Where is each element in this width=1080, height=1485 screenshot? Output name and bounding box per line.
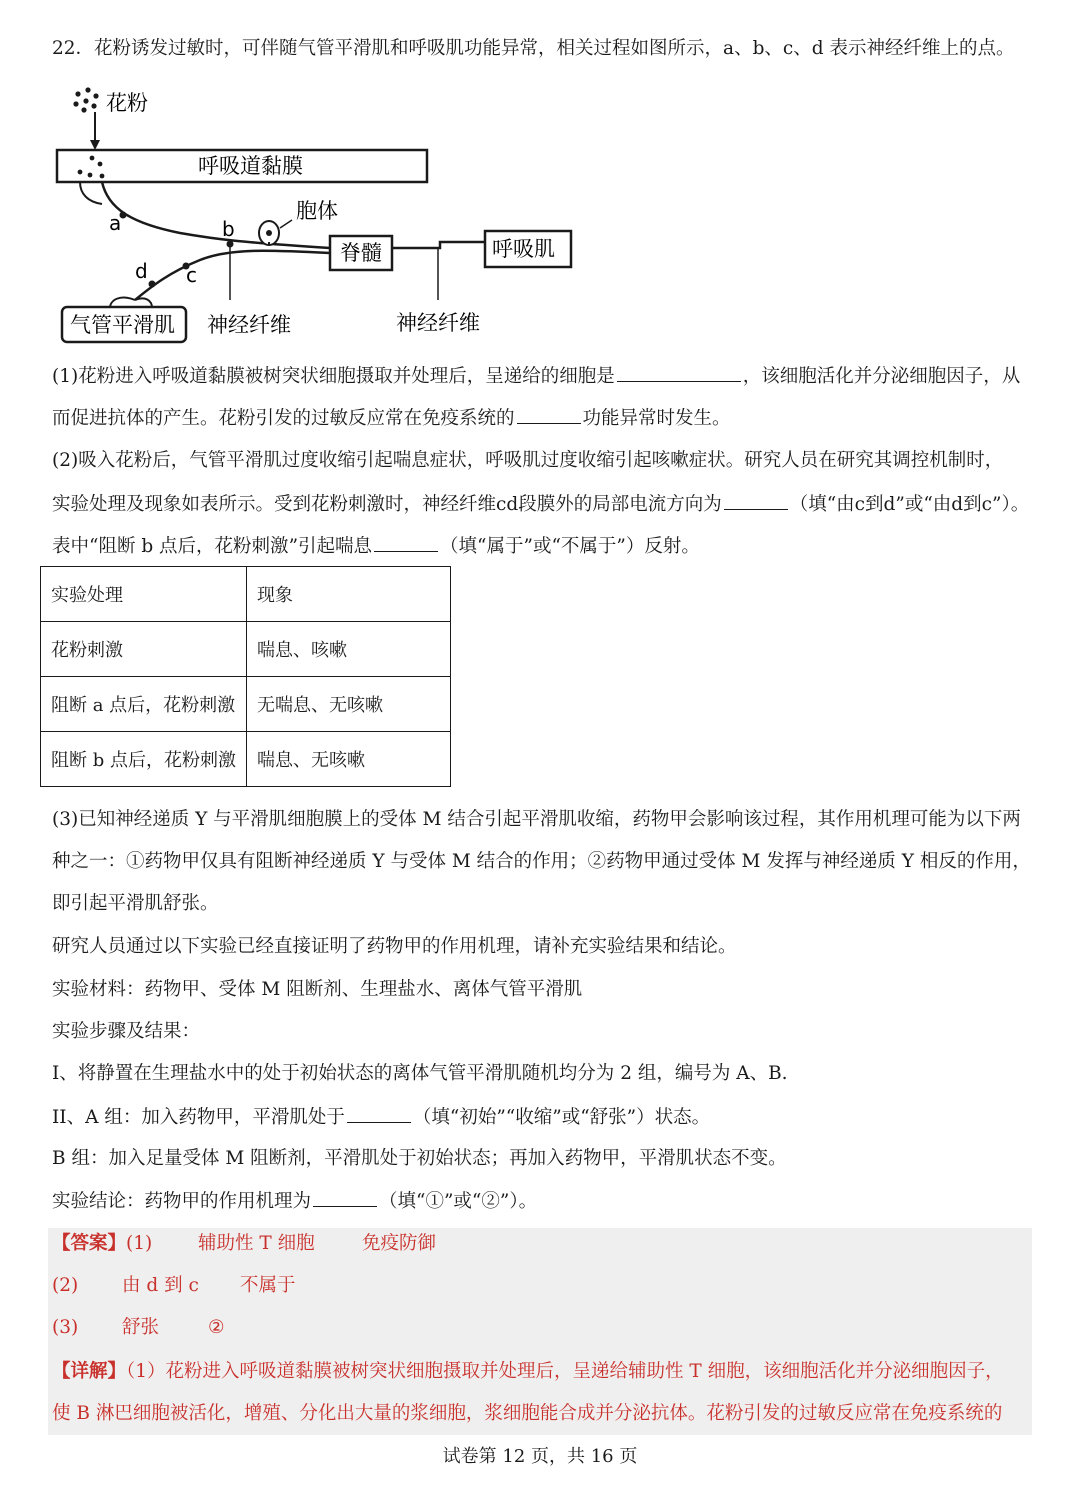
part2-line2: 实验处理及现象如表所示。受到花粉刺激时，神经纤维cd段膜外的局部电流方向为 （填“由c到d”或“由d到c”）。 bbox=[52, 491, 1042, 518]
table-header-cell: 实验处理 bbox=[41, 567, 247, 622]
blank-2[interactable] bbox=[517, 405, 581, 424]
nerve-fiber-label-1: 神经纤维 bbox=[207, 313, 291, 337]
table-row bbox=[41, 732, 451, 787]
table-header-cell: 现象 bbox=[246, 567, 450, 622]
label-c: c bbox=[186, 263, 197, 287]
blank-1[interactable] bbox=[617, 363, 741, 382]
question-stem: 22．花粉诱发过敏时，可伴随气管平滑肌和呼吸肌功能异常，相关过程如图所示，a、b、c、d 表示神经纤维上的点。 bbox=[52, 38, 1015, 59]
page-footer: 试卷第 12 页，共 16 页 bbox=[442, 1446, 638, 1467]
table-cell: 花粉刺激 bbox=[41, 622, 247, 677]
blank-4[interactable] bbox=[374, 533, 438, 552]
motor-fiber bbox=[135, 251, 330, 300]
part1-line2: 而促进抗体的产生。花粉引发的过敏反应常在免疫系统的 功能异常时发生。 bbox=[52, 405, 1042, 432]
part3-line2: 种之一：①药物甲仅具有阻断神经递质 Y 与受体 M 结合的作用；②药物甲通过受体 M 发挥与神经递质 Y 相反的作用， bbox=[52, 851, 1031, 872]
part3-line1: (3)已知神经递质 Y 与平滑肌细胞膜上的受体 M 结合引起平滑肌收缩，药物甲会影响该过程，其作用机理可能为以下两 bbox=[52, 809, 1021, 830]
part1-line1: (1)花粉进入呼吸道黏膜被树突状细胞摄取并处理后，呈递给的细胞是 ，该细胞活化并分泌细胞因子，从 bbox=[52, 363, 1042, 390]
table-cell: 无喘息、无咳嗽 bbox=[246, 677, 450, 732]
part3-line5: 实验材料：药物甲、受体 M 阻断剂、生理盐水、离体气管平滑肌 bbox=[52, 979, 583, 1000]
part3-line8: II、A 组：加入药物甲，平滑肌处于 （填“初始”“收缩”或“舒张”）状态。 bbox=[52, 1104, 1042, 1131]
answer-row-3: (3) 舒张 ② bbox=[52, 1317, 225, 1338]
point-b bbox=[227, 241, 234, 248]
pollen-dots bbox=[73, 87, 98, 112]
answer-row-1: 【答案】(1) 辅助性 T 细胞 免疫防御 bbox=[52, 1233, 437, 1254]
answer-row-2: (2) 由 d 到 c 不属于 bbox=[52, 1275, 296, 1296]
part2-line1: (2)吸入花粉后，气管平滑肌过度收缩引起喘息症状，呼吸肌过度收缩引起咳嗽症状。研究人员在研究其调控机制时， bbox=[52, 450, 1004, 471]
cell-body-label: 胞体 bbox=[296, 199, 338, 223]
blank-6[interactable] bbox=[313, 1188, 377, 1207]
experiment-table bbox=[40, 566, 451, 787]
part3-line10: 实验结论：药物甲的作用机理为 （填“①”或“②”）。 bbox=[52, 1188, 1042, 1215]
label-d: d bbox=[135, 259, 148, 283]
table-cell: 喘息、咳嗽 bbox=[246, 622, 450, 677]
part3-line9: B 组：加入足量受体 M 阻断剂，平滑肌处于初始状态；再加入药物甲，平滑肌状态不变。 bbox=[52, 1148, 787, 1169]
smooth-muscle-label: 气管平滑肌 bbox=[70, 313, 175, 337]
resp-muscle-label: 呼吸肌 bbox=[492, 237, 555, 261]
part3-line7: I、将静置在生理盐水中的处于初始状态的离体气管平滑肌随机均分为 2 组，编号为 A、B. bbox=[52, 1063, 788, 1084]
table-row bbox=[41, 622, 451, 677]
mucosa-label: 呼吸道黏膜 bbox=[198, 154, 303, 178]
answer-label: 【答案】 bbox=[52, 1233, 127, 1254]
spinal-cord-label: 脊髓 bbox=[340, 241, 382, 265]
part3-line4: 研究人员通过以下实验已经直接证明了药物甲的作用机理，请补充实验结果和结论。 bbox=[52, 936, 737, 957]
label-a: a bbox=[109, 211, 122, 235]
table-header-row bbox=[41, 567, 451, 622]
blank-5[interactable] bbox=[347, 1104, 411, 1123]
table-cell: 阻断 b 点后，花粉刺激 bbox=[41, 732, 247, 787]
table-cell: 阻断 a 点后，花粉刺激 bbox=[41, 677, 247, 732]
part3-line6: 实验步骤及结果： bbox=[52, 1021, 201, 1042]
detail-line-1: 【详解】（1）花粉进入呼吸道黏膜被树突状细胞摄取并处理后，呈递给辅助性 T 细胞，该细胞活化并分泌细胞因子， bbox=[52, 1361, 1004, 1382]
nerve-fiber-label-2: 神经纤维 bbox=[396, 311, 480, 335]
detail-label: 【详解】 bbox=[52, 1361, 127, 1382]
pollen-label: 花粉 bbox=[106, 91, 148, 115]
reflex-arc-diagram bbox=[40, 78, 600, 358]
part2-line3: 表中“阻断 b 点后，花粉刺激”引起喘息 （填“属于”或“不属于”）反射。 bbox=[52, 533, 1042, 560]
label-b: b bbox=[222, 217, 235, 241]
table-row bbox=[41, 677, 451, 732]
blank-3[interactable] bbox=[724, 491, 788, 510]
point-d bbox=[149, 281, 156, 288]
table-cell: 喘息、无咳嗽 bbox=[246, 732, 450, 787]
part3-line3: 即引起平滑肌舒张。 bbox=[52, 893, 219, 914]
detail-line-2: 使 B 淋巴细胞被活化，增殖、分化出大量的浆细胞，浆细胞能合成并分泌抗体。花粉引发的过敏反应常在免疫系统的 bbox=[52, 1403, 1003, 1424]
